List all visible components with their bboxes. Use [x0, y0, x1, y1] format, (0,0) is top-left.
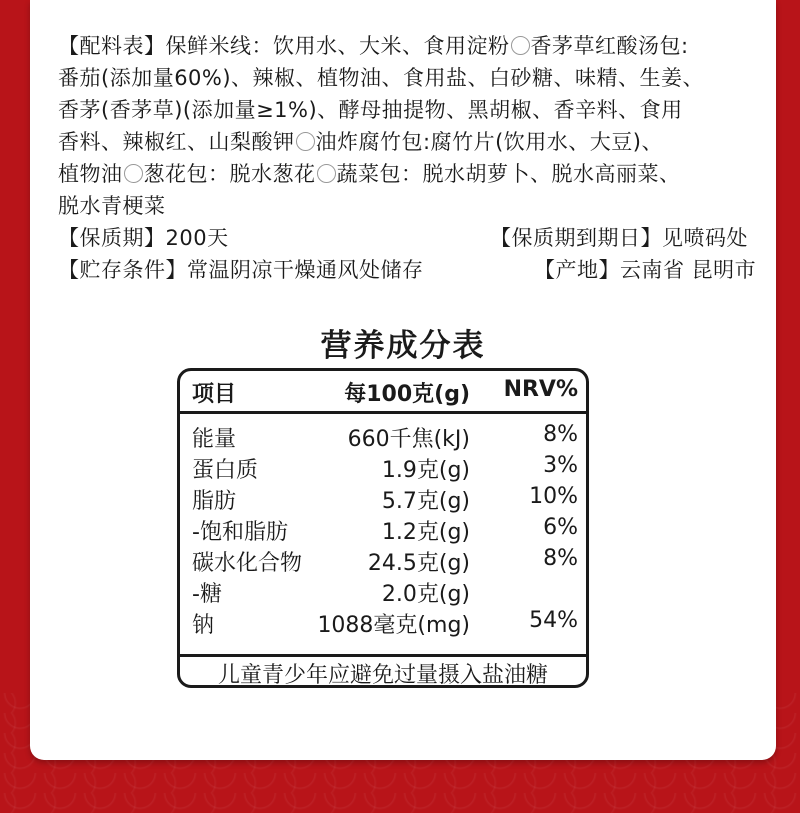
shelf-life-row [58, 222, 758, 254]
product-info [58, 30, 758, 286]
table-row [180, 420, 586, 451]
nutrient-amount: 660千焦(kJ) [347, 427, 470, 452]
ingredients-text: 香料、辣椒红、山梨酸钾 [58, 130, 295, 154]
ingredients-line: 香茅(香茅草)(添加量≥1%)、酵母抽提物、黑胡椒、香辛料、食用 [58, 98, 683, 122]
nutrition-body [180, 414, 586, 657]
storage-row [58, 254, 758, 286]
header-item: 项目 [192, 382, 237, 407]
nutrient-name: 蛋白质 [192, 458, 259, 483]
nutrient-name: 脂肪 [192, 489, 237, 514]
header-per-100g: 每100克(g) [344, 382, 470, 407]
nutrition-footer-note: 儿童青少年应避免过量摄入盐油糖 [217, 663, 548, 688]
nutrition-header-row [180, 371, 586, 414]
ingredients-text: 葱花包：脱水葱花 [143, 162, 316, 186]
shelf-life: 【保质期】200天 [58, 226, 229, 250]
nutrient-name: 能量 [192, 427, 237, 452]
nutrient-amount: 5.7克(g) [381, 489, 470, 514]
nutrient-nrv: 8% [543, 422, 578, 447]
nutrient-name: 碳水化合物 [192, 551, 303, 576]
ingredients-text: 香茅草红酸汤包: [530, 34, 689, 58]
ingredients-line: 番茄(添加量60%)、辣椒、植物油、食用盐、白砂糖、味精、生姜、 [58, 66, 705, 90]
nutrient-nrv: 8% [543, 546, 578, 571]
table-row [180, 451, 586, 482]
ingredients-text: 蔬菜包：脱水胡萝卜、脱水高丽菜、 [336, 162, 681, 186]
table-row [180, 544, 586, 575]
ingredients-line: 脱水青梗菜 [58, 194, 166, 218]
nutrition-title: 营养成分表 [320, 328, 486, 364]
nutrient-name: -糖 [192, 582, 222, 607]
origin: 【产地】云南省 昆明市 [534, 258, 757, 282]
nutrient-nrv: 3% [543, 453, 578, 478]
ingredients-text: 植物油 [58, 162, 123, 186]
nutrient-amount: 24.5克(g) [367, 551, 470, 576]
circle-separator-icon [511, 36, 530, 55]
nutrient-nrv: 6% [543, 515, 578, 540]
ingredients-text: 油炸腐竹包:腐竹片(饮用水、大豆)、 [315, 130, 663, 154]
ingredients-line [58, 126, 758, 158]
ingredients-text: 【配料表】保鲜米线：饮用水、大米、食用淀粉 [58, 34, 510, 58]
nutrient-amount: 1088毫克(mg) [317, 613, 470, 638]
circle-separator-icon [317, 164, 336, 183]
table-row [180, 575, 586, 606]
nutrient-amount: 1.9克(g) [381, 458, 470, 483]
expiry-date: 【保质期到期日】见喷码处 [490, 226, 748, 250]
nutrient-nrv: 10% [529, 484, 578, 509]
label-card [30, 0, 776, 760]
nutrient-name: -饱和脂肪 [192, 520, 288, 545]
circle-separator-icon [124, 164, 143, 183]
nutrition-table [177, 368, 589, 688]
ingredients-line [58, 158, 758, 190]
nutrient-amount: 2.0克(g) [381, 582, 470, 607]
header-nrv: NRV% [503, 377, 578, 402]
table-row [180, 513, 586, 544]
nutrient-nrv: 54% [529, 608, 578, 633]
nutrient-amount: 1.2克(g) [381, 520, 470, 545]
nutrient-name: 钠 [192, 613, 215, 638]
ingredients-line [58, 30, 758, 62]
table-row [180, 606, 586, 637]
storage-conditions: 【贮存条件】常温阴凉干燥通风处储存 [58, 258, 424, 282]
circle-separator-icon [296, 132, 315, 151]
table-row [180, 482, 586, 513]
